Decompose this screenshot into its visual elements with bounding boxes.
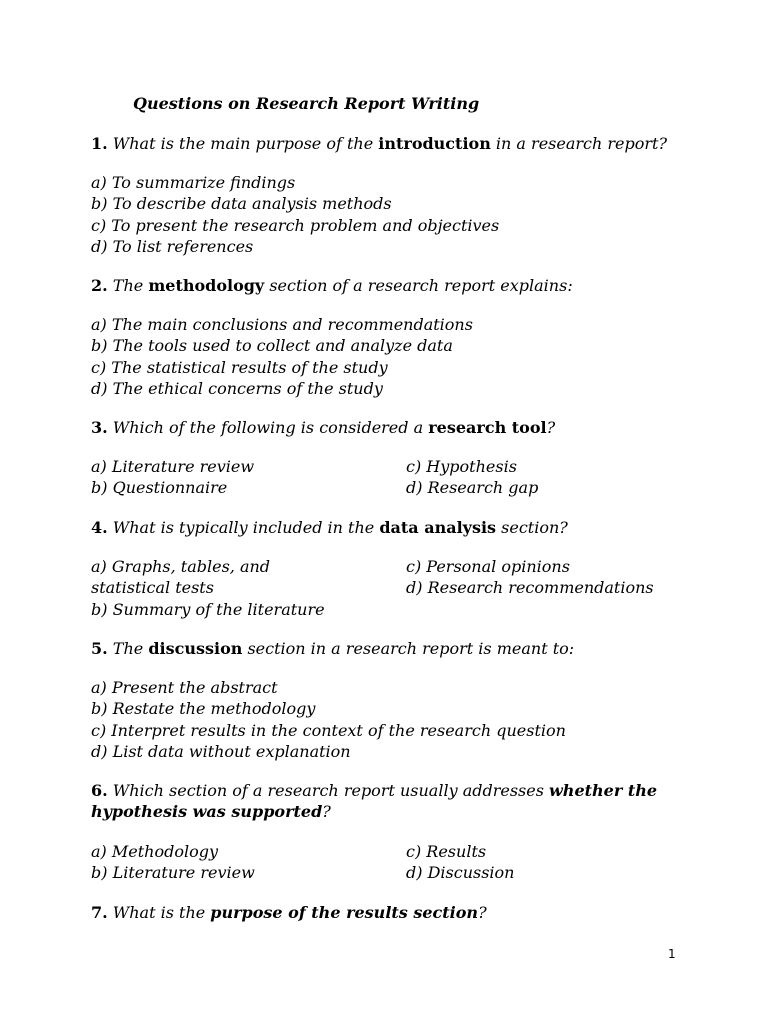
question-keyword: methodology <box>148 276 265 295</box>
question-text: The <box>107 639 149 658</box>
question-text-end: section in a research report is meant to: <box>242 639 575 658</box>
question-text: What is the <box>107 903 211 922</box>
question-5-options <box>91 677 566 762</box>
option: b) Summary of the literature <box>91 599 325 619</box>
question-1 <box>91 133 691 154</box>
question-text-end: in a research report? <box>490 134 668 153</box>
question-keyword: introduction <box>378 134 491 153</box>
question-keyword: research tool <box>428 418 547 437</box>
document-title: Questions on Research Report Writing <box>133 94 480 113</box>
option: d) List data without explanation <box>91 741 351 761</box>
question-6-options-right <box>406 841 514 884</box>
question-2-options <box>91 314 473 399</box>
option: b) Restate the methodology <box>91 699 316 719</box>
question-4-options-left <box>91 556 341 620</box>
option: a) Literature review <box>91 457 255 476</box>
question-keyword: discussion <box>148 639 243 658</box>
question-text: What is typically included in the <box>107 518 380 537</box>
question-4 <box>91 517 691 538</box>
question-number: 4. <box>91 518 108 537</box>
option: d) Research gap <box>406 478 539 498</box>
question-text-end: ? <box>322 802 331 822</box>
question-6-options-left <box>91 841 255 884</box>
option: b) Literature review <box>91 863 255 883</box>
question-1-options <box>91 172 499 257</box>
question-number: 1. <box>91 134 108 153</box>
question-number: 6. <box>91 781 108 800</box>
option: c) To present the research problem and objectives <box>91 215 500 235</box>
option: c) Interpret results in the context of the research question <box>91 720 566 740</box>
option: d) The ethical concerns of the study <box>91 378 383 398</box>
option: c) Hypothesis <box>406 457 517 476</box>
option: c) Personal opinions <box>406 557 570 576</box>
question-text-end: ? <box>478 903 487 922</box>
question-5 <box>91 638 691 659</box>
question-keyword: whether the hypothesis was supported <box>91 781 658 822</box>
question-6 <box>91 780 691 823</box>
page-number: 1 <box>668 947 676 961</box>
question-2 <box>91 275 691 296</box>
question-keyword: data analysis <box>379 518 497 537</box>
question-number: 5. <box>91 639 108 658</box>
question-3 <box>91 417 691 438</box>
question-number: 3. <box>91 418 108 437</box>
option: d) To list references <box>91 236 254 256</box>
question-3-options-left <box>91 456 254 499</box>
option: d) Research recommendations <box>406 578 654 598</box>
question-3-options-right <box>406 456 538 499</box>
question-keyword: purpose of the results section <box>210 903 479 922</box>
option: c) The statistical results of the study <box>91 357 388 377</box>
question-text: Which of the following is considered a <box>107 418 429 437</box>
option: b) The tools used to collect and analyze data <box>91 336 453 356</box>
question-text-end: ? <box>546 418 556 437</box>
option: b) Questionnaire <box>91 478 228 498</box>
option: d) Discussion <box>406 863 515 883</box>
question-text-end: section of a research report explains: <box>264 276 573 295</box>
option: a) To summarize findings <box>91 173 296 192</box>
option: c) Results <box>406 842 487 861</box>
option: a) Graphs, tables, and statistical tests <box>91 557 271 598</box>
question-number: 7. <box>91 903 108 922</box>
question-text: The <box>107 276 149 295</box>
question-text-end: section? <box>496 518 568 537</box>
option: a) Present the abstract <box>91 678 278 697</box>
question-text: What is the main purpose of the <box>107 134 379 153</box>
option: a) The main conclusions and recommendations <box>91 315 473 334</box>
question-text: Which section of a research report usually addresses <box>107 781 550 800</box>
question-7 <box>91 902 691 923</box>
option: b) To describe data analysis methods <box>91 194 392 214</box>
question-4-options-right <box>406 556 654 599</box>
option: a) Methodology <box>91 842 218 861</box>
question-number: 2. <box>91 276 108 295</box>
